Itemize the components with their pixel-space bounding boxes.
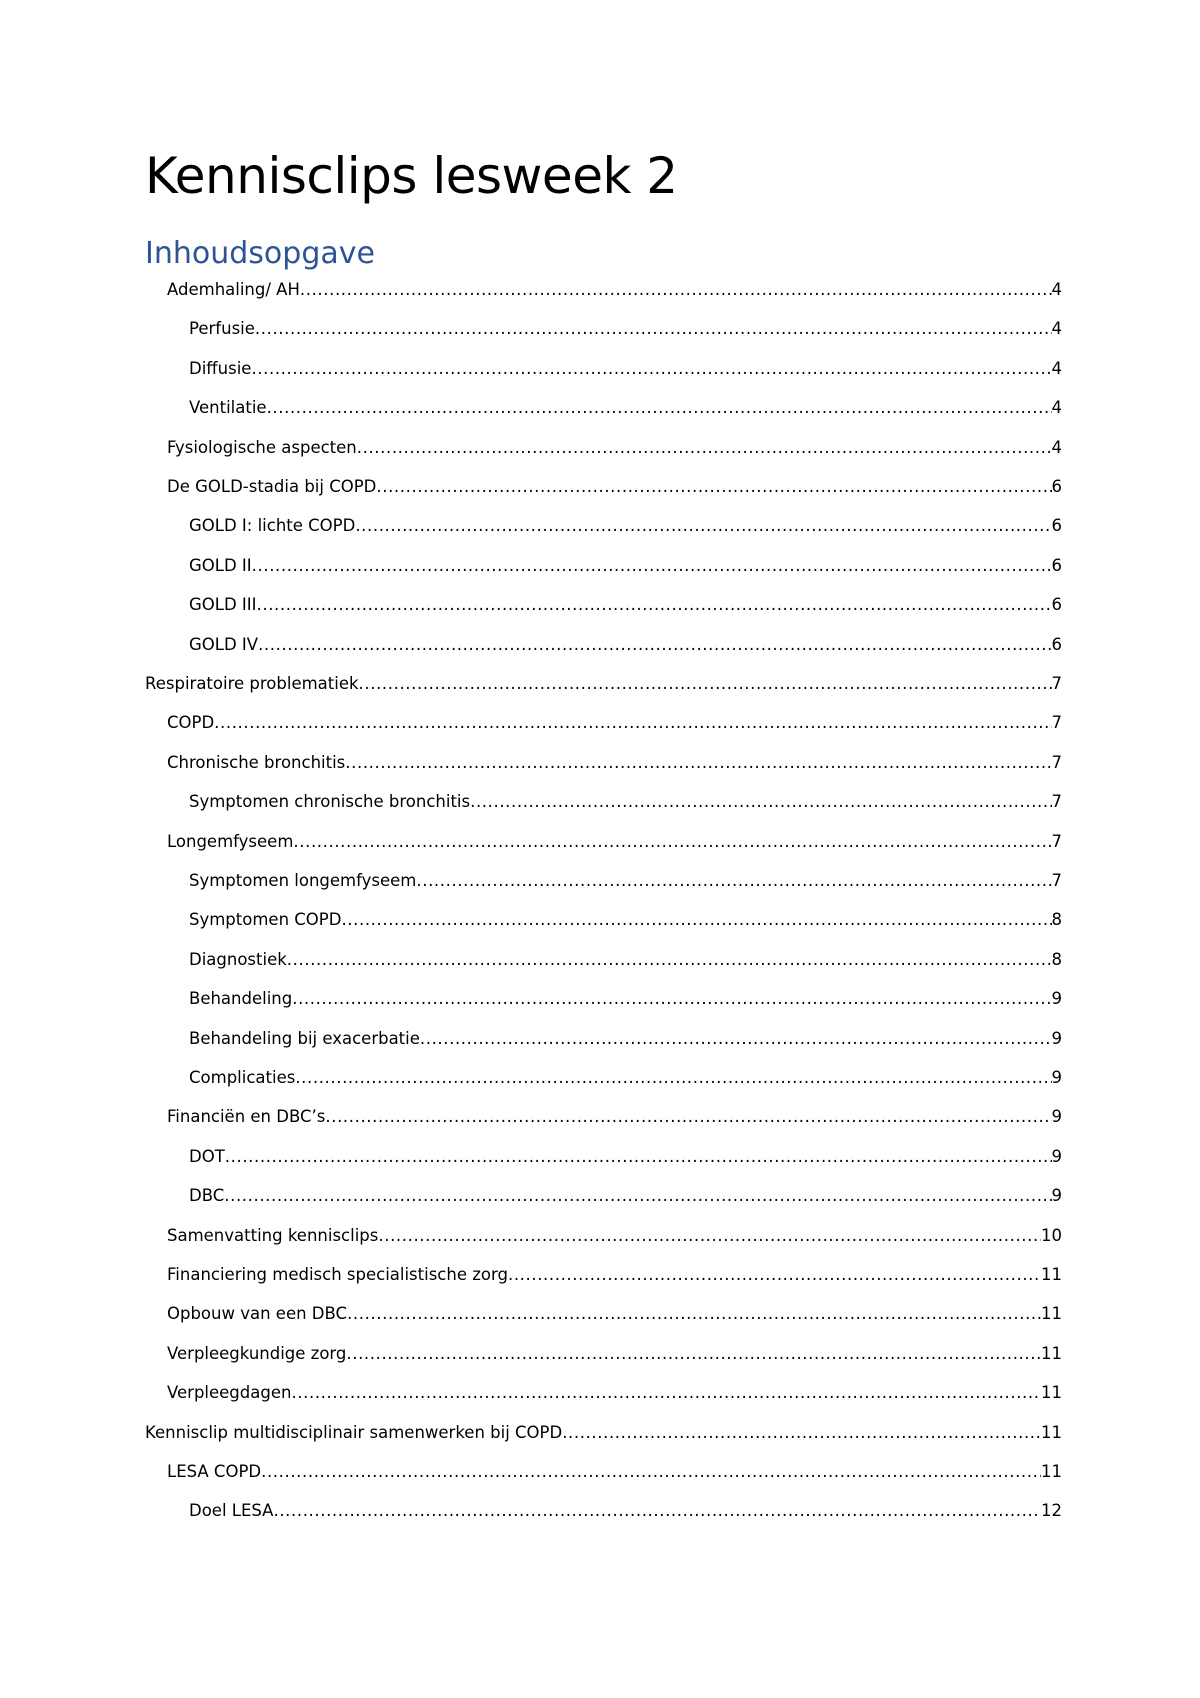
toc-entry-page-number: 4 xyxy=(1051,319,1062,339)
toc-dot-leader xyxy=(325,1106,1051,1128)
toc-entry[interactable] xyxy=(189,862,1062,892)
toc-entry-page-number: 6 xyxy=(1051,477,1062,496)
toc-dot-leader xyxy=(273,1500,1041,1522)
toc-entry[interactable] xyxy=(145,1414,1062,1444)
toc-entry-label: Financiering medisch specialistische zorg xyxy=(167,1265,508,1284)
toc-entry-page-number: 7 xyxy=(1051,674,1062,693)
toc-entry-page-number: 7 xyxy=(1051,713,1062,733)
toc-dot-leader xyxy=(359,673,1052,695)
toc-entry[interactable] xyxy=(167,468,1062,498)
toc-entry-page-number: 8 xyxy=(1051,910,1062,930)
toc-entry-page-number: 9 xyxy=(1051,1068,1062,1087)
toc-dot-leader xyxy=(378,1225,1041,1247)
toc-entry-label: DBC xyxy=(189,1186,225,1206)
toc-entry-label: Financiën en DBC’s xyxy=(167,1107,326,1127)
toc-entry-label: Complicaties xyxy=(189,1068,296,1087)
toc-entry-page-number: 9 xyxy=(1051,1107,1062,1127)
toc-entry-page-number: 4 xyxy=(1051,398,1062,418)
toc-entry-page-number: 8 xyxy=(1051,949,1062,969)
toc-entry-label: Verpleegkundige zorg xyxy=(167,1343,347,1363)
toc-entry[interactable] xyxy=(189,980,1062,1010)
toc-dot-leader xyxy=(291,1382,1041,1404)
toc-entry-page-number: 11 xyxy=(1041,1265,1062,1284)
toc-entry-label: Behandeling xyxy=(189,989,293,1009)
toc-entry[interactable] xyxy=(189,1138,1062,1168)
toc-entry-page-number: 11 xyxy=(1041,1304,1062,1324)
toc-dot-leader xyxy=(562,1422,1041,1444)
toc-entry-label: Symptomen COPD xyxy=(189,910,342,930)
toc-entry-page-number: 7 xyxy=(1051,831,1062,851)
toc-entry-page-number: 7 xyxy=(1051,871,1062,890)
toc-dot-leader xyxy=(345,752,1051,774)
toc-dot-leader xyxy=(287,949,1052,971)
toc-dot-leader xyxy=(341,909,1051,931)
toc-entry[interactable] xyxy=(167,704,1062,734)
toc-entry[interactable] xyxy=(167,1217,1062,1247)
toc-entry-label: Symptomen chronische bronchitis xyxy=(189,792,471,812)
toc-dot-leader xyxy=(257,594,1052,616)
toc-entry-page-number: 9 xyxy=(1051,989,1062,1009)
toc-entry[interactable] xyxy=(145,665,1062,695)
toc-entry-page-number: 6 xyxy=(1051,634,1062,654)
toc-entry-label: LESA COPD xyxy=(167,1462,262,1481)
toc-entry[interactable] xyxy=(189,783,1062,813)
toc-dot-leader xyxy=(357,437,1052,459)
toc-entry-page-number: 4 xyxy=(1051,280,1062,299)
toc-entry-label: De GOLD-stadia bij COPD xyxy=(167,477,377,496)
toc-entry-page-number: 11 xyxy=(1041,1383,1062,1403)
toc-entry-label: Perfusie xyxy=(189,319,255,339)
toc-entry-label: Ademhaling/ AH xyxy=(167,280,300,299)
toc-dot-leader xyxy=(347,1303,1041,1325)
toc-dot-leader xyxy=(293,831,1051,853)
toc-entry-label: GOLD II xyxy=(189,555,252,575)
toc-dot-leader xyxy=(420,1028,1052,1050)
toc-dot-leader xyxy=(508,1264,1041,1286)
toc-entry-page-number: 11 xyxy=(1041,1422,1062,1442)
document-title: Kennisclips lesweek 2 xyxy=(145,147,678,205)
toc-entry[interactable] xyxy=(167,1374,1062,1404)
toc-entry-label: DOT xyxy=(189,1146,225,1166)
toc-dot-leader xyxy=(251,358,1051,380)
toc-entry[interactable] xyxy=(167,1453,1062,1483)
toc-entry-label: COPD xyxy=(167,713,215,733)
toc-entry-page-number: 4 xyxy=(1051,358,1062,378)
toc-entry[interactable] xyxy=(167,744,1062,774)
toc-entry[interactable] xyxy=(167,1098,1062,1128)
toc-entry-label: Diffusie xyxy=(189,358,252,378)
toc-entry[interactable] xyxy=(189,350,1062,380)
toc-dot-leader xyxy=(267,397,1052,419)
toc-entry-label: Diagnostiek xyxy=(189,949,287,969)
toc-entry-page-number: 7 xyxy=(1051,792,1062,812)
toc-entry[interactable] xyxy=(167,271,1062,301)
toc-entry[interactable] xyxy=(189,507,1062,537)
toc-entry[interactable] xyxy=(189,1059,1062,1089)
toc-entry[interactable] xyxy=(189,586,1062,616)
toc-entry[interactable] xyxy=(189,547,1062,577)
toc-entry[interactable] xyxy=(189,626,1062,656)
toc-entry[interactable] xyxy=(189,941,1062,971)
toc-entry[interactable] xyxy=(167,1335,1062,1365)
toc-dot-leader xyxy=(300,279,1052,301)
toc-dot-leader xyxy=(470,791,1051,813)
toc-entry-label: Fysiologische aspecten xyxy=(167,437,357,457)
toc-entry-page-number: 9 xyxy=(1051,1186,1062,1206)
toc-dot-leader xyxy=(295,1067,1051,1089)
toc-entry-label: Verpleegdagen xyxy=(167,1383,292,1403)
toc-entry-page-number: 10 xyxy=(1041,1225,1062,1245)
toc-entry[interactable] xyxy=(189,310,1062,340)
toc-entry[interactable] xyxy=(167,823,1062,853)
toc-dot-leader xyxy=(224,1185,1051,1207)
toc-entry-label: GOLD III xyxy=(189,595,257,615)
toc-entry[interactable] xyxy=(189,901,1062,931)
toc-dot-leader xyxy=(416,870,1051,892)
toc-dot-leader xyxy=(255,318,1052,340)
toc-dot-leader xyxy=(261,1461,1041,1483)
toc-entry-page-number: 11 xyxy=(1041,1343,1062,1363)
toc-entry[interactable] xyxy=(189,1020,1062,1050)
toc-dot-leader xyxy=(225,1146,1052,1168)
toc-entry-page-number: 6 xyxy=(1051,595,1062,615)
toc-entry-page-number: 6 xyxy=(1051,555,1062,575)
toc-entry-label: Samenvatting kennisclips xyxy=(167,1225,379,1245)
toc-heading: Inhoudsopgave xyxy=(145,236,375,271)
toc-entry-label: Respiratoire problematiek xyxy=(145,674,359,693)
toc-entry-label: Behandeling bij exacerbatie xyxy=(189,1028,420,1048)
toc-dot-leader xyxy=(252,555,1052,577)
toc-dot-leader xyxy=(292,988,1051,1010)
toc-dot-leader xyxy=(258,634,1051,656)
toc-entry-page-number: 11 xyxy=(1041,1462,1062,1481)
toc-entry-label: Kennisclip multidisciplinair samenwerken bij COPD xyxy=(145,1422,563,1442)
toc-entry[interactable] xyxy=(167,429,1062,459)
toc-entry-page-number: 7 xyxy=(1051,752,1062,772)
toc-dot-leader xyxy=(214,712,1051,734)
toc-entry[interactable] xyxy=(167,1256,1062,1286)
toc-entry-label: Doel LESA xyxy=(189,1501,274,1521)
toc-entry-label: GOLD IV xyxy=(189,634,259,654)
toc-entry-label: Symptomen longemfyseem xyxy=(189,871,417,890)
toc-entry-label: Opbouw van een DBC xyxy=(167,1304,348,1324)
toc-entry[interactable] xyxy=(189,389,1062,419)
toc-entry-page-number: 4 xyxy=(1051,437,1062,457)
toc-entry-page-number: 9 xyxy=(1051,1028,1062,1048)
toc-dot-leader xyxy=(355,515,1051,537)
toc-entry-label: Longemfyseem xyxy=(167,831,294,851)
toc-entry-label: Ventilatie xyxy=(189,398,267,418)
toc-dot-leader xyxy=(346,1343,1041,1365)
toc-entry[interactable] xyxy=(167,1295,1062,1325)
toc-entry-page-number: 6 xyxy=(1051,516,1062,536)
toc-entry-label: GOLD I: lichte COPD xyxy=(189,516,356,536)
toc-dot-leader xyxy=(376,476,1051,498)
toc-entry-label: Chronische bronchitis xyxy=(167,752,346,772)
toc-entry-page-number: 9 xyxy=(1051,1146,1062,1166)
toc-entry-page-number: 12 xyxy=(1041,1501,1062,1521)
toc-entry[interactable] xyxy=(189,1492,1062,1522)
toc-entry[interactable] xyxy=(189,1177,1062,1207)
